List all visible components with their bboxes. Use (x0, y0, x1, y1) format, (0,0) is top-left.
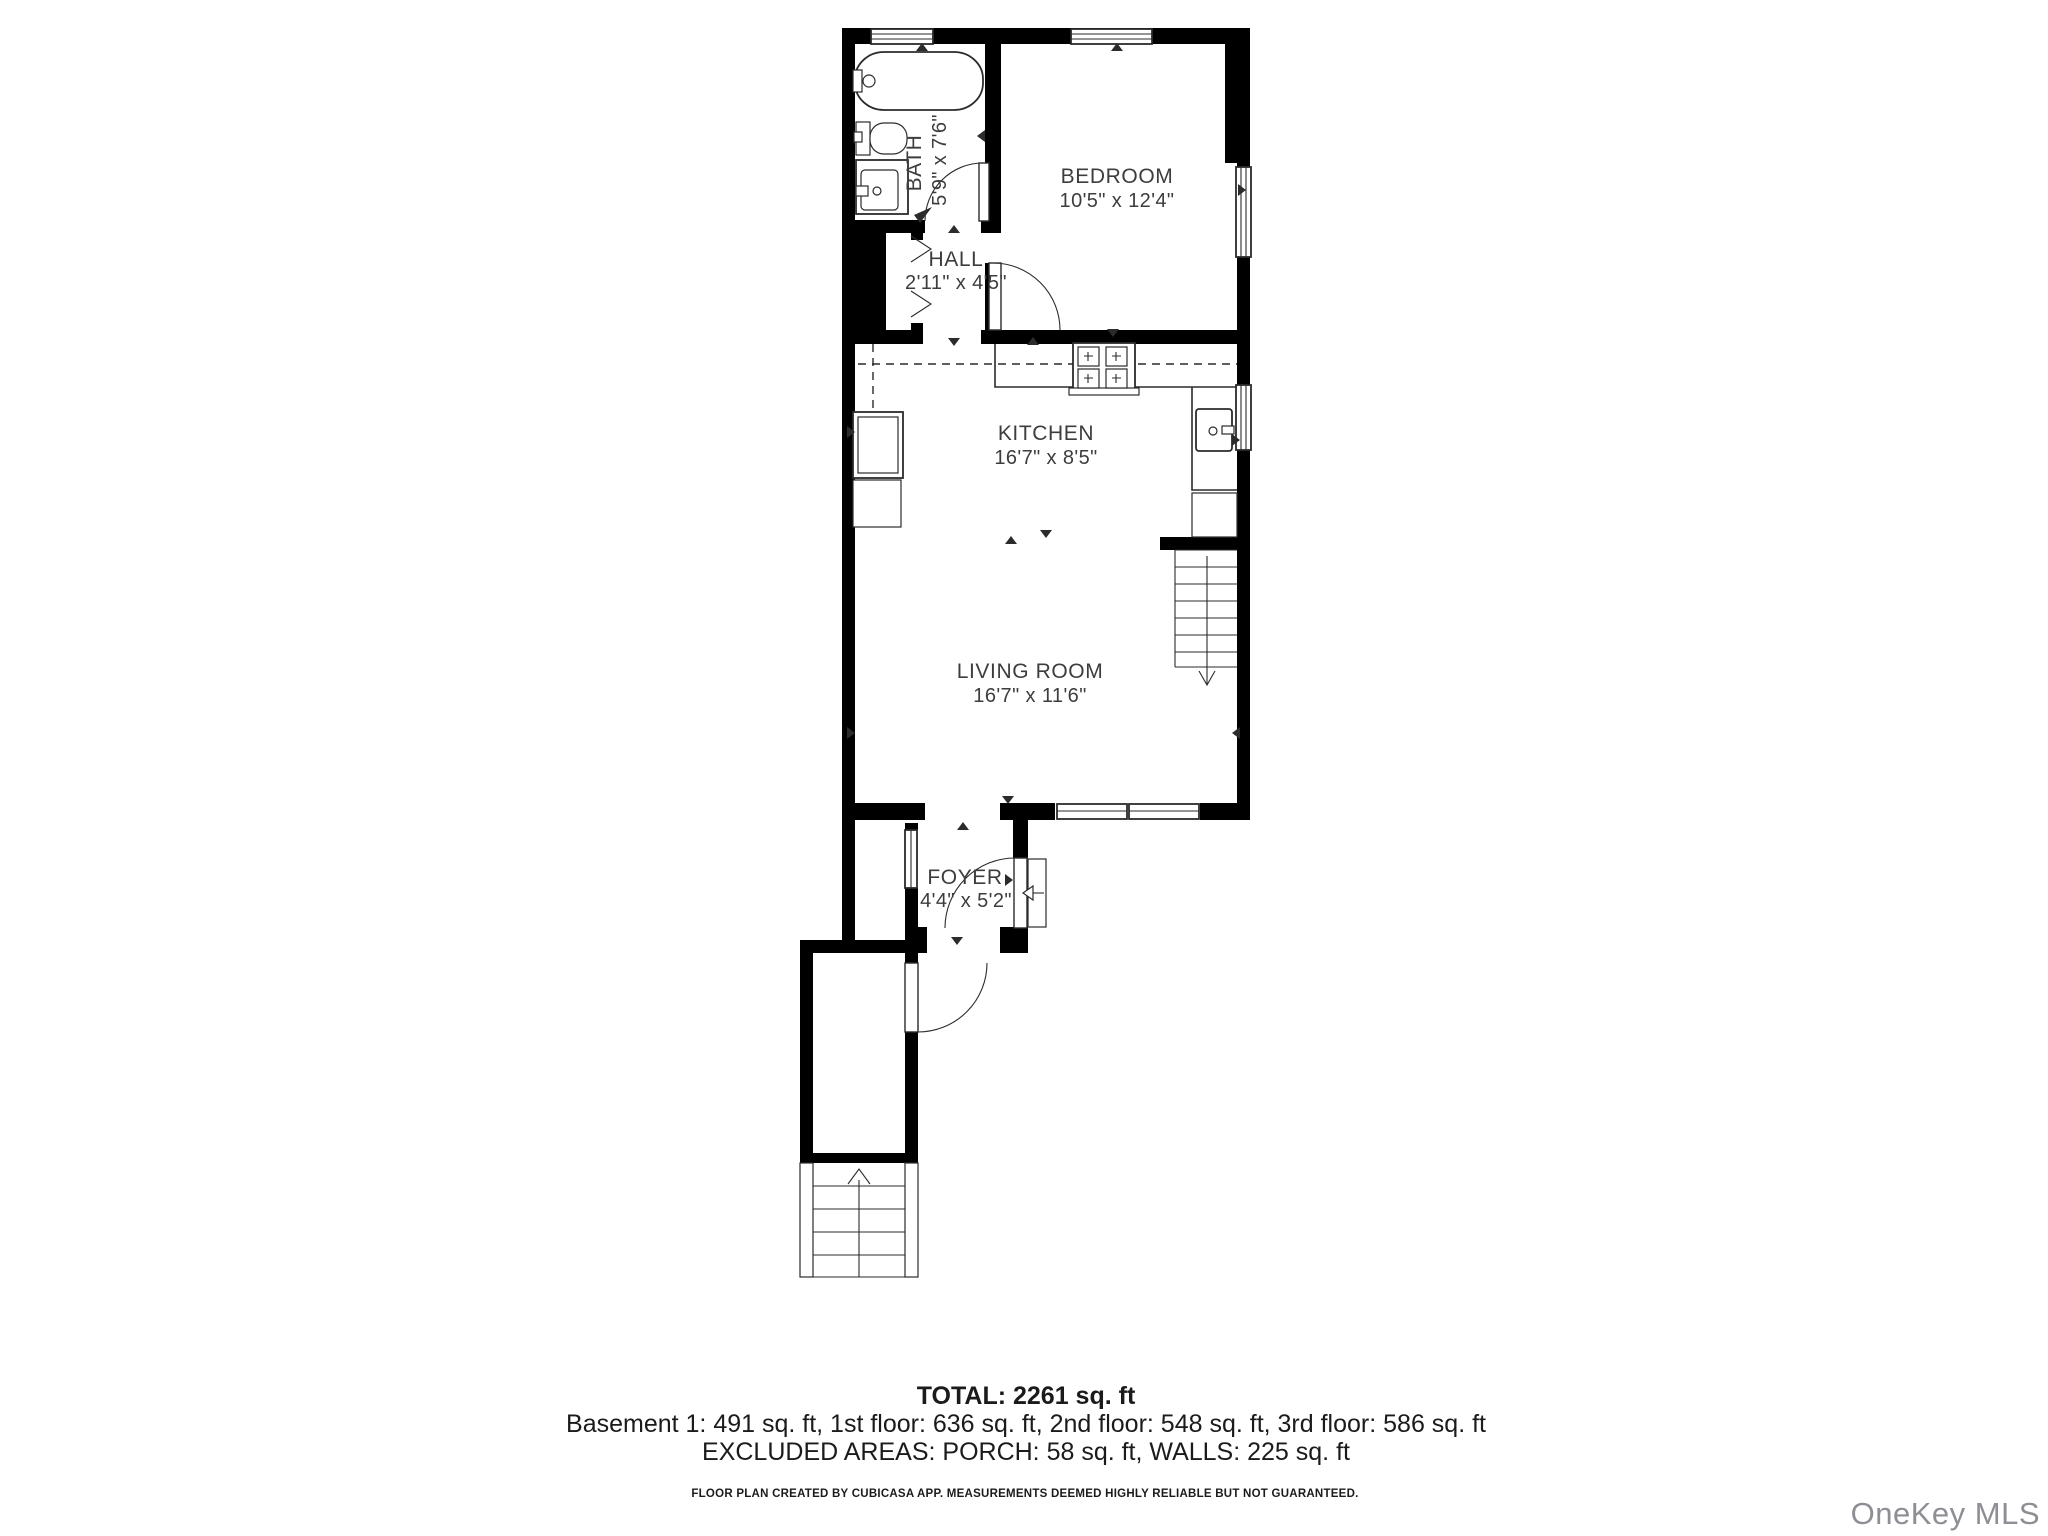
foyer-sidelight-window-icon (905, 830, 917, 888)
bath-dims: 5'9" x 7'6" (929, 114, 951, 206)
total-area-text: TOTAL: 2261 sq. ft (916, 1382, 1136, 1410)
room-label-kitchen (994, 422, 1097, 469)
bedroom-name: BEDROOM (1060, 165, 1174, 188)
kitchen-name: KITCHEN (997, 422, 1095, 445)
kitchen-dims: 16'7" x 8'5" (994, 447, 1098, 469)
living-room-dims: 16'7" x 11'6" (973, 685, 1087, 707)
bedroom-right-window-icon (1236, 167, 1251, 257)
kitchen-cabinet (853, 480, 901, 527)
stove-icon (1069, 343, 1139, 395)
foyer-dims: 4'4" x 5'2" (920, 890, 1012, 912)
hall-dims: 2'11" x 4'5" (905, 272, 1007, 294)
hall-name: HALL (928, 248, 984, 271)
disclaimer-text: FLOOR PLAN CREATED BY CUBICASA APP. MEASUREMENTS DEEMED HIGHLY RELIABLE BUT NOT GUARANTEED. (691, 1488, 1359, 1500)
room-label-bedroom (1060, 165, 1175, 212)
interior-stairs-down-icon (1175, 550, 1237, 685)
foyer-name: FOYER (927, 866, 1003, 889)
kitchen-sink-icon (1196, 409, 1234, 451)
room-label-foyer (920, 866, 1012, 912)
porch-door-icon (905, 963, 987, 1032)
living-room-name: LIVING ROOM (956, 660, 1104, 683)
room-label-living-room (957, 660, 1104, 707)
room-label-bath (903, 114, 951, 206)
onekey-mls-watermark: OneKey MLS (1850, 1496, 2040, 1531)
area-summary (566, 1382, 1486, 1466)
exterior-stairs-up-icon (800, 1163, 918, 1277)
bedroom-top-window-icon (1071, 29, 1152, 44)
bath-window-icon (871, 29, 933, 44)
bedroom-dims: 10'5" x 12'4" (1059, 190, 1175, 212)
toilet-icon (854, 122, 907, 155)
living-room-double-window-icon (1057, 804, 1199, 819)
floor-areas-text: Basement 1: 491 sq. ft, 1st floor: 636 sq. ft, 2nd floor: 548 sq. ft, 3rd floor: 586 sq. ft (566, 1410, 1486, 1438)
room-labels (903, 114, 1174, 912)
excluded-areas-text: EXCLUDED AREAS: PORCH: 58 sq. ft, WALLS: 225 sq. ft (702, 1438, 1350, 1466)
bathtub-icon (853, 52, 983, 110)
bath-name: BATH (903, 134, 926, 192)
refrigerator-icon (853, 412, 903, 478)
vanity-sink-icon (856, 160, 908, 214)
